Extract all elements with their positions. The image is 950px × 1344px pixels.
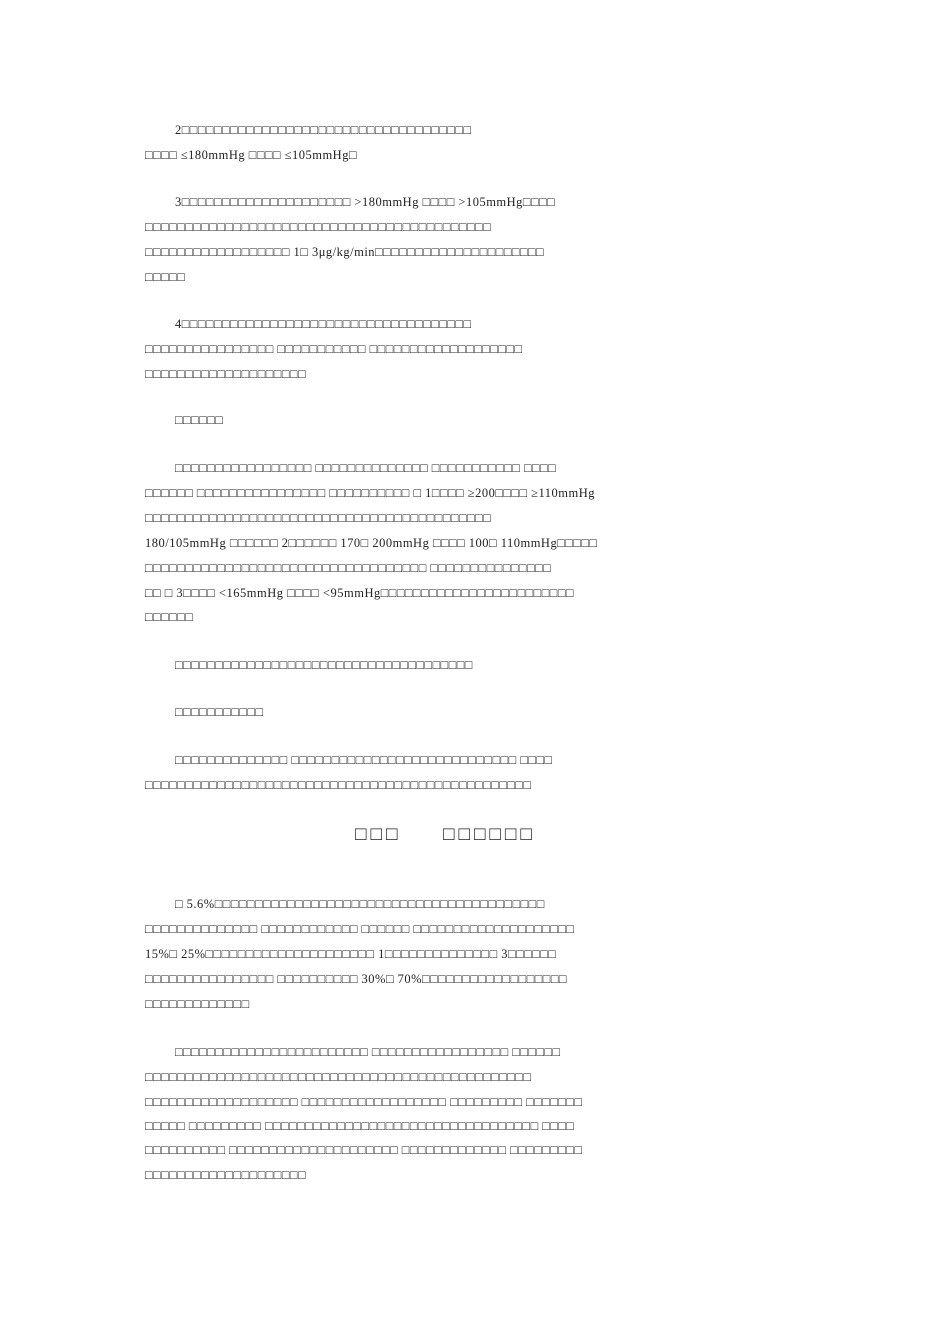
paragraph-2-line-2: □□□□ ≤180mmHg □□□□ ≤105mmHg□	[145, 148, 357, 162]
paragraph-3-line-3: □□□□□□□□□□□□□□□□□□ 1□ 3μg/kg/min□□□□□□□□□□□□□□□□□□□□□	[145, 245, 545, 259]
paragraph-8-line-2: □□□□□□□□□□□□□□ □□□□□□□□□□□□ □□□□□□ □□□□□□□□□□□□□□□□□□□□	[145, 922, 575, 936]
paragraph-4-line-1: 4□□□□□□□□□□□□□□□□□□□□□□□□□□□□□□□□□□□□	[175, 317, 472, 331]
paragraph-5-line-2: □□□□□□ □□□□□□□□□□□□□□□□ □□□□□□□□□□ □ 1□□□□ ≥200□□□□ ≥110mmHg	[145, 486, 596, 500]
paragraph-8-line-4: □□□□□□□□□□□□□□□□ □□□□□□□□□□ 30%□ 70%□□□□□□□□□□□□□□□□□□	[145, 972, 567, 986]
paragraph-9-line-6: □□□□□□□□□□□□□□□□□□□□	[145, 1168, 307, 1182]
paragraph-9-line-4: □□□□□ □□□□□□□□□ □□□□□□□□□□□□□□□□□□□□□□□□□□□□□□□□□□ □□□□	[145, 1119, 575, 1133]
paragraph-3-line-2: □□□□□□□□□□□□□□□□□□□□□□□□□□□□□□□□□□□□□□□□□□□	[145, 220, 492, 234]
paragraph-3-line-1: 3□□□□□□□□□□□□□□□□□□□□□ >180mmHg □□□□ >105mmHg□□□□	[175, 195, 556, 209]
paragraph-2-line-1: 2□□□□□□□□□□□□□□□□□□□□□□□□□□□□□□□□□□□□	[175, 123, 472, 137]
paragraph-4-line-3: □□□□□□□□□□□□□□□□□□□□	[145, 367, 307, 381]
section-heading-number: □□□	[355, 824, 402, 845]
subheading-line-2: □□□□□□□□□□□	[175, 705, 264, 719]
subheading-line: □□□□□□	[175, 413, 224, 427]
paragraph-7-line-2: □□□□□□□□□□□□□□□□□□□□□□□□□□□□□□□□□□□□□□□□□□□□□□□□	[145, 778, 532, 792]
paragraph-5-line-7: □□□□□□	[145, 610, 194, 624]
paragraph-6-line-1: □□□□□□□□□□□□□□□□□□□□□□□□□□□□□□□□□□□□□	[175, 658, 473, 672]
paragraph-5-line-5: □□□□□□□□□□□□□□□□□□□□□□□□□□□□□□□□□□□ □□□□□□□□□□□□□□□	[145, 561, 552, 575]
paragraph-5-line-1: □□□□□□□□□□□□□□□□□ □□□□□□□□□□□□□□ □□□□□□□□□□□ □□□□	[175, 461, 557, 475]
paragraph-8-line-1: □ 5.6%□□□□□□□□□□□□□□□□□□□□□□□□□□□□□□□□□□□□□□□□□	[175, 897, 545, 911]
section-heading-title: □□□□□□	[443, 824, 536, 845]
paragraph-4-line-2: □□□□□□□□□□□□□□□□ □□□□□□□□□□□ □□□□□□□□□□□□□□□□□□□	[145, 342, 523, 356]
paragraph-3-line-4: □□□□□	[145, 270, 186, 284]
paragraph-9-line-5: □□□□□□□□□□ □□□□□□□□□□□□□□□□□□□□□ □□□□□□□□□□□□□ □□□□□□□□□	[145, 1143, 583, 1157]
paragraph-8-line-3: 15%□ 25%□□□□□□□□□□□□□□□□□□□□□ 1□□□□□□□□□□□□□□ 3□□□□□□	[145, 947, 557, 961]
paragraph-5-line-6: □□ □ 3□□□□ <165mmHg □□□□ <95mmHg□□□□□□□□□□□□□□□□□□□□□□□□	[145, 586, 574, 600]
paragraph-7-line-1: □□□□□□□□□□□□□□ □□□□□□□□□□□□□□□□□□□□□□□□□□□□ □□□□	[175, 753, 553, 767]
paragraph-5-line-3: □□□□□□□□□□□□□□□□□□□□□□□□□□□□□□□□□□□□□□□□□□□	[145, 511, 492, 525]
paragraph-9-line-1: □□□□□□□□□□□□□□□□□□□□□□□□ □□□□□□□□□□□□□□□□□ □□□□□□	[175, 1045, 561, 1059]
paragraph-9-line-2: □□□□□□□□□□□□□□□□□□□□□□□□□□□□□□□□□□□□□□□□□□□□□□□□	[145, 1070, 532, 1084]
paragraph-8-line-5: □□□□□□□□□□□□□	[145, 997, 250, 1011]
paragraph-5-line-4: 180/105mmHg □□□□□□ 2□□□□□□ 170□ 200mmHg □□□□ 100□ 110mmHg□□□□□	[145, 536, 598, 550]
paragraph-9-line-3: □□□□□□□□□□□□□□□□□□□ □□□□□□□□□□□□□□□□□□ □□□□□□□□□ □□□□□□□	[145, 1095, 583, 1109]
